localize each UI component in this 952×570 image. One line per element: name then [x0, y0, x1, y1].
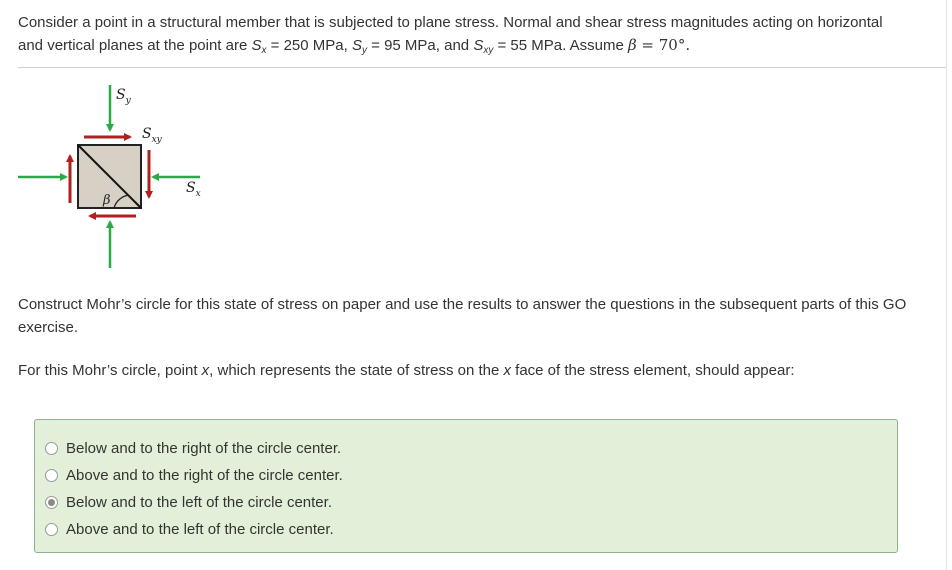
beta-symbol: β: [627, 36, 637, 54]
intro-line-2: and vertical planes at the point are: [18, 37, 252, 54]
question-intro: [18, 11, 923, 62]
sx-subscript: x: [261, 45, 267, 56]
label-beta: β: [103, 193, 111, 208]
sxy-value: = 55 MPa. Assume: [493, 37, 628, 54]
label-sx: $S_x$: [186, 180, 201, 199]
radio-button[interactable]: [45, 523, 58, 536]
stress-element-diagram: [14, 80, 214, 275]
option-label: Below and to the left of the circle center.: [66, 493, 332, 511]
option-below-left[interactable]: [45, 491, 332, 513]
sxy-symbol: S: [473, 37, 484, 54]
sy-subscript: y: [361, 45, 367, 56]
intro-line-1: Consider a point in a structural member that is subjected to plane stress. Normal and shear stress magnitudes acting on horizontal: [18, 14, 883, 31]
prompt-face-x: x: [503, 362, 511, 379]
beta-value: = 70°.: [636, 36, 691, 54]
question-prompt: For this Mohr’s circle, point x, which represents the state of stress on the x face of the stress element, should appear:: [18, 362, 795, 379]
radio-button[interactable]: [45, 469, 58, 482]
option-label: Above and to the left of the circle center.: [66, 520, 334, 538]
option-label: Below and to the right of the circle center.: [66, 439, 342, 457]
option-label: Above and to the right of the circle center.: [66, 466, 343, 484]
radio-button-selected[interactable]: [45, 496, 58, 509]
label-sxy: $S_{xy}$: [142, 126, 162, 145]
radio-button[interactable]: [45, 442, 58, 455]
prompt-point-x: x: [201, 362, 210, 379]
sxy-subscript: xy: [483, 45, 494, 56]
construct-instruction: Construct Mohr’s circle for this state of stress on paper and use the results to answer the questions in the subsequent parts of this GO exercise.: [18, 296, 907, 336]
option-above-right[interactable]: [45, 464, 343, 486]
intro-divider: [18, 67, 946, 68]
page-right-border: [946, 0, 947, 570]
sx-symbol: S: [251, 37, 262, 54]
option-above-left[interactable]: [45, 518, 334, 540]
stress-element-figure: [14, 80, 214, 275]
option-below-right[interactable]: [45, 437, 341, 459]
label-sy: $S_y$: [116, 87, 131, 106]
sy-value: = 95 MPa, and: [366, 37, 474, 54]
answer-options-box: [34, 419, 898, 553]
sx-value: = 250 MPa,: [266, 37, 352, 54]
sy-symbol: S: [351, 37, 362, 54]
